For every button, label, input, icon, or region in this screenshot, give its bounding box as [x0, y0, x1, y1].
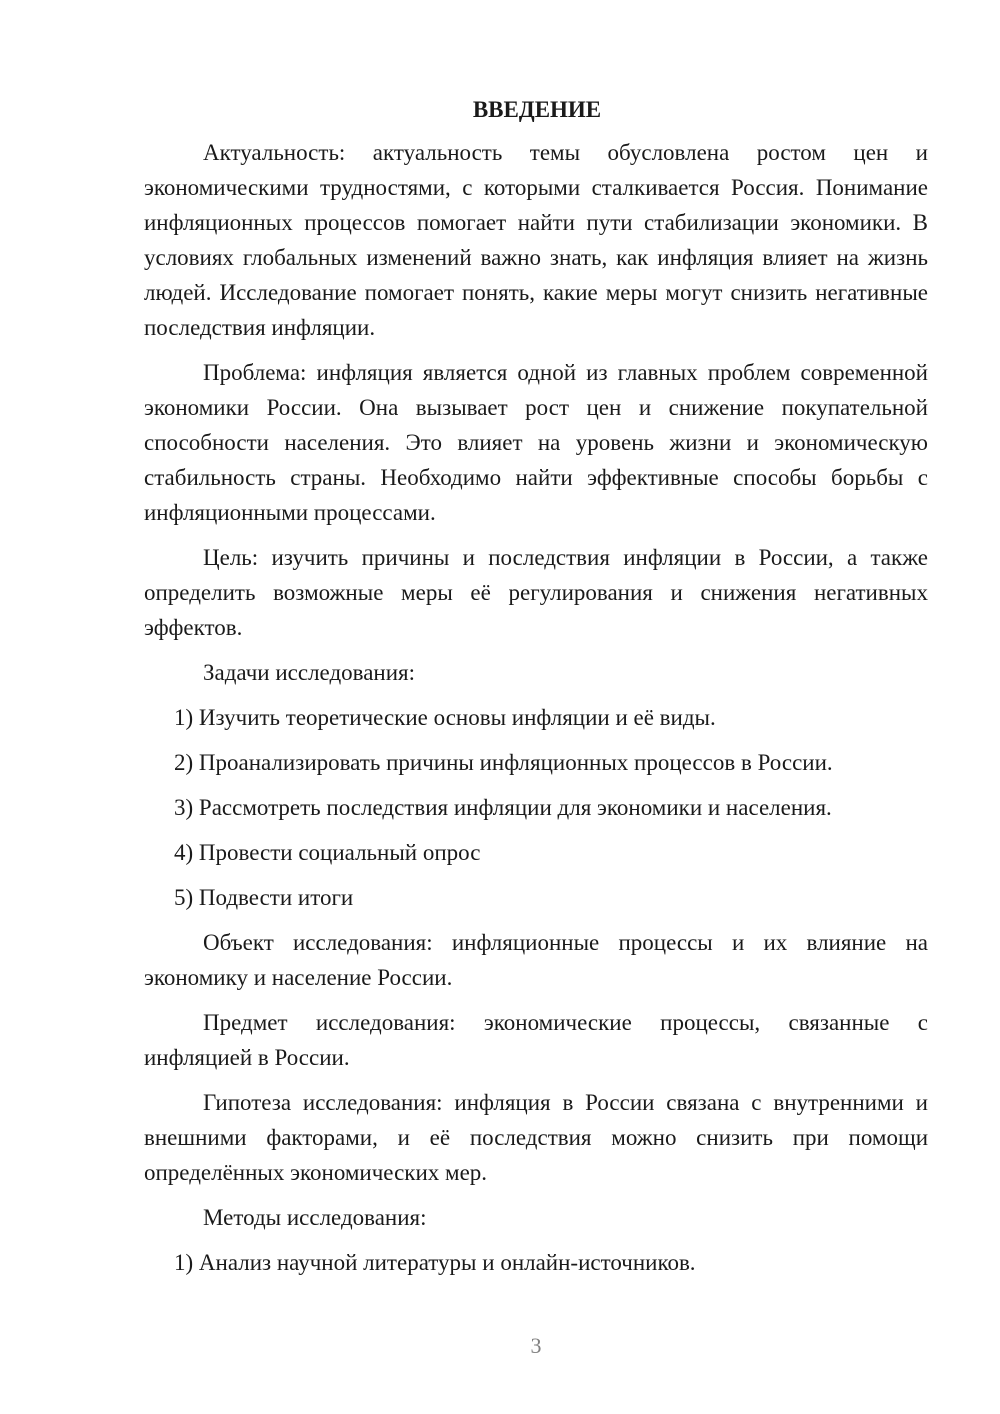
subject-paragraph: Предмет исследования: экономические процессы, связанные с инфляцией в России.: [144, 1010, 928, 1070]
task-item: 4) Провести социальный опрос: [174, 840, 481, 865]
task-item: 2) Проанализировать причины инфляционных процессов в России.: [174, 750, 833, 775]
task-item: 1) Изучить теоретические основы инфляции и её виды.: [174, 705, 716, 730]
goal-paragraph: Цель: изучить причины и последствия инфляции в России, а также определить возможные меры её регулирования и снижения негативных эффектов.: [144, 545, 928, 640]
page-title: ВВЕДЕНИЕ: [472, 97, 602, 122]
object-paragraph: Объект исследования: инфляционные процессы и их влияние на экономику и население России.: [144, 930, 928, 990]
task-item: 3) Рассмотреть последствия инфляции для экономики и населения.: [174, 795, 832, 820]
hypothesis-paragraph: Гипотеза исследования: инфляция в России связана с внутренними и внешними факторами, и её последствия можно снизить при помощи определённых экономических мер.: [144, 1090, 928, 1185]
tasks-heading: Задачи исследования:: [203, 660, 416, 685]
page-content: [144, 92, 928, 1290]
method-item: 1) Анализ научной литературы и онлайн-источников.: [174, 1250, 696, 1275]
relevance-paragraph: Актуальность: актуальность темы обусловлена ростом цен и экономическими трудностями, с которыми сталкивается Россия. Понимание инфляционных процессов помогает найти пути стабилизации экономики. В условиях глобальных изменений важно знать, как инфляция влияет на жизнь людей. Исследование помогает понять, какие меры могут снизить негативные последствия инфляции.: [144, 140, 928, 340]
problem-paragraph: Проблема: инфляция является одной из главных проблем современной экономики России. Она вызывает рост цен и снижение покупательной способности населения. Это влияет на уровень жизни и экономическую стабильность страны. Необходимо найти эффективные способы борьбы с инфляционными процессами.: [144, 360, 928, 525]
page-number: 3: [530, 1333, 542, 1358]
methods-heading: Методы исследования:: [203, 1205, 427, 1230]
task-item: 5) Подвести итоги: [174, 885, 354, 910]
